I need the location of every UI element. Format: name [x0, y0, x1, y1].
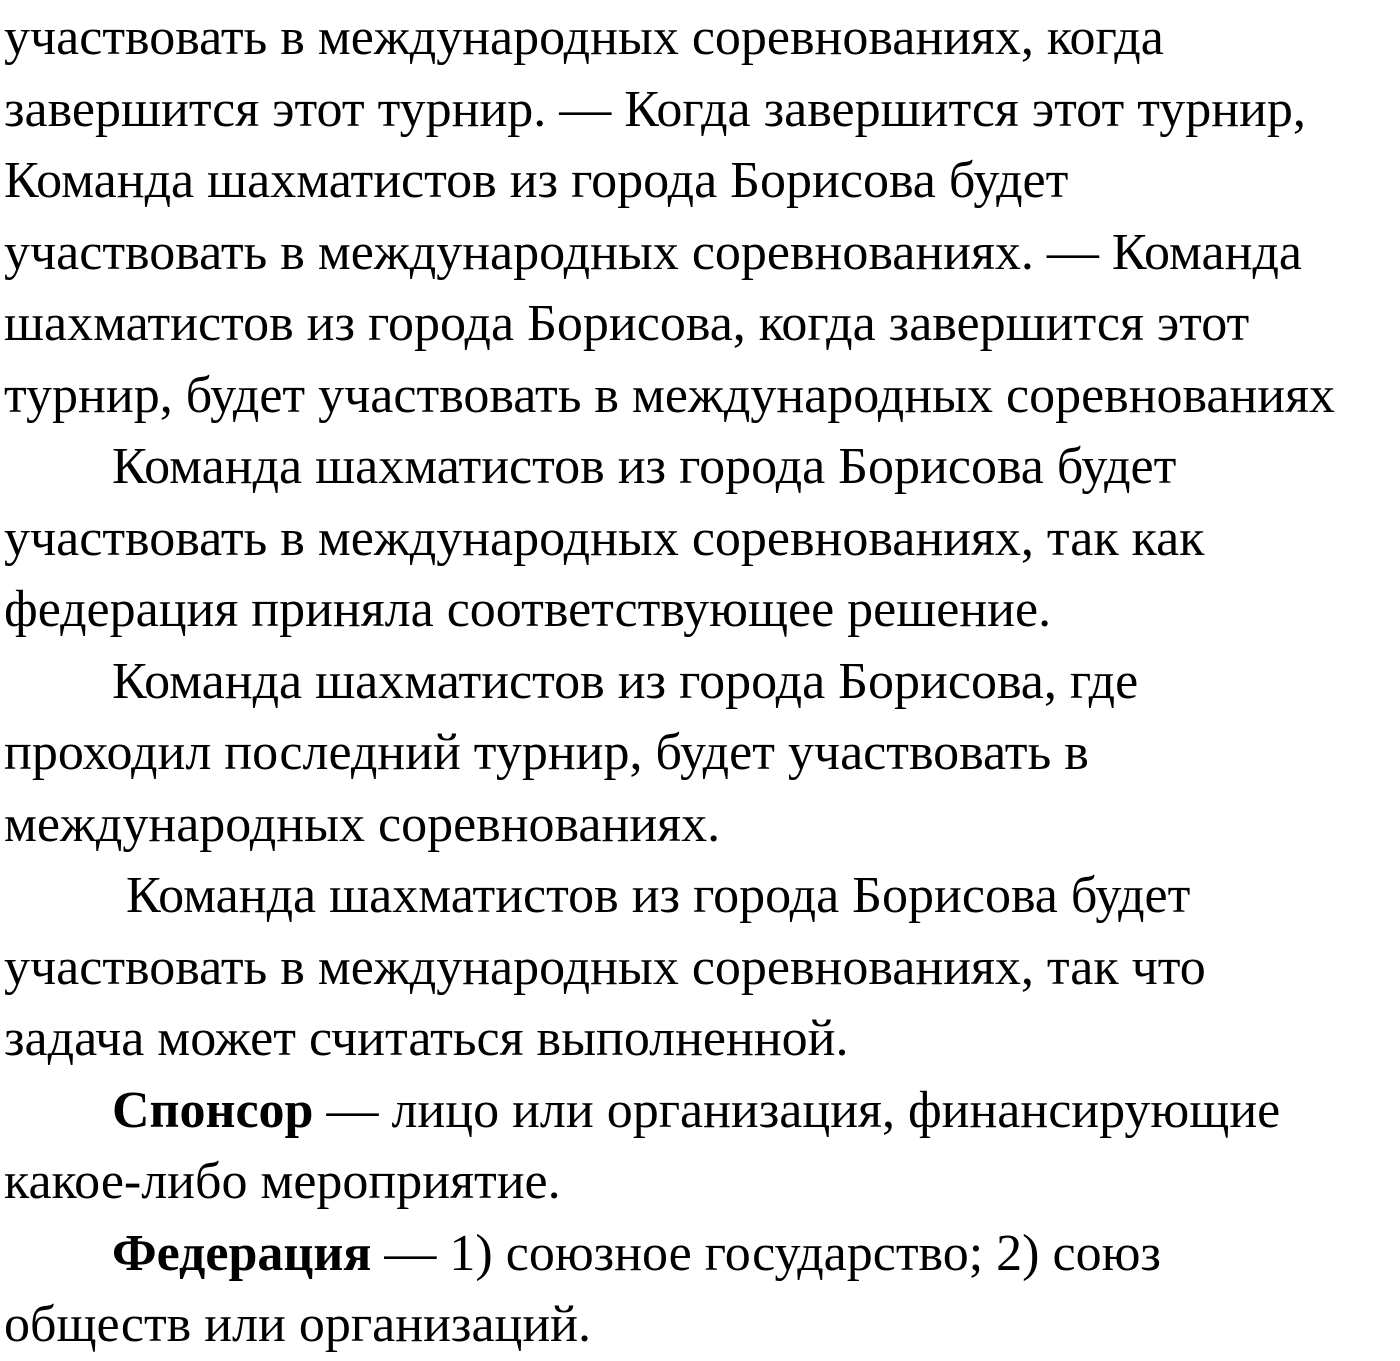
definition-sponsor: [4, 1075, 1400, 1147]
definition-continuation: обществ или организаций.: [4, 1296, 592, 1353]
text-line: Команда шахматистов из города Борисова будет: [4, 152, 1069, 209]
definition-term: Спонсор: [112, 1081, 314, 1139]
definition-term: Федерация: [112, 1224, 372, 1282]
paragraph-first-line: Команда шахматистов из города Борисова будет: [112, 438, 1177, 495]
text-line: международных соревнованиях.: [4, 795, 721, 853]
paragraph-first-line: Команда шахматистов из города Борисова будет: [126, 867, 1191, 924]
definition-text: — 1) союзное государство; 2) союз: [371, 1224, 1161, 1282]
paragraph-first-line: Команда шахматистов из города Борисова, где: [112, 652, 1139, 710]
definition-federation: [4, 1218, 1400, 1290]
text-line: участвовать в международных соревнованиях. — Команда: [4, 223, 1302, 281]
text-line: участвовать в международных соревнованиях, когда: [4, 9, 1164, 66]
text-line: задача может считаться выполненной.: [4, 1010, 849, 1067]
text-line: проходил последний турнир, будет участвовать в: [4, 724, 1089, 781]
document-page: [4, 2, 1400, 1361]
definition-continuation: какое-либо мероприятие.: [4, 1153, 561, 1210]
text-line: турнир, будет участвовать в международных соревнованиях: [4, 366, 1336, 424]
text-line: участвовать в международных соревнованиях, так что: [4, 938, 1206, 996]
text-line: федерация приняла соответствующее решение.: [4, 581, 1052, 638]
text-line: шахматистов из города Борисова, когда завершится этот: [4, 295, 1250, 352]
text-line: завершится этот турнир. — Когда завершится этот турнир,: [4, 80, 1306, 138]
text-line: участвовать в международных соревнованиях, так как: [4, 509, 1205, 567]
definition-text: — лицо или организация, финансирующие: [313, 1081, 1281, 1139]
